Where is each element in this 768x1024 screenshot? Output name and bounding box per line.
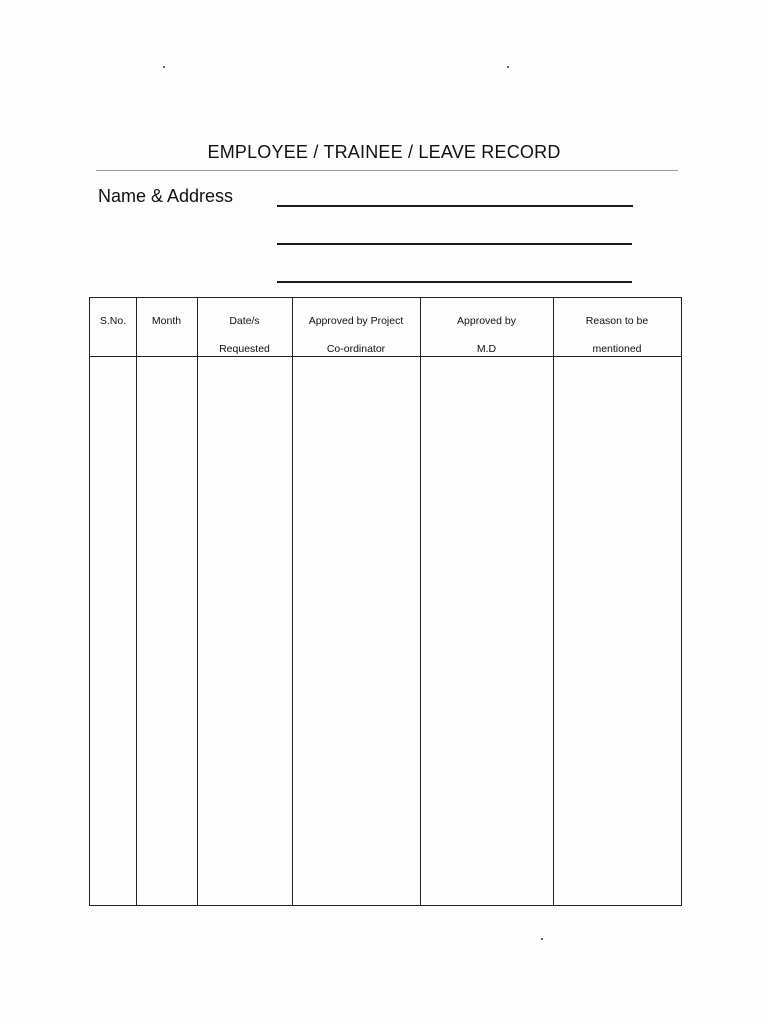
column-divider	[292, 298, 293, 905]
column-divider	[197, 298, 198, 905]
column-divider	[553, 298, 554, 905]
name-address-line-1[interactable]	[277, 205, 633, 207]
name-address-line-2[interactable]	[277, 243, 632, 245]
header-line: Co-ordinator	[326, 343, 386, 355]
header-line: S.No.	[99, 315, 127, 327]
column-divider	[420, 298, 421, 905]
column-header-approved-by-coordinator	[292, 300, 420, 370]
column-header-approved-by-md	[420, 300, 553, 370]
title-underline	[96, 170, 678, 171]
column-header-reason	[553, 300, 681, 370]
header-line: M.D	[476, 343, 497, 355]
header-line: Approved by Project	[308, 315, 404, 327]
column-header-month	[136, 300, 197, 328]
name-address-label: Name & Address	[98, 186, 234, 206]
scan-speck	[541, 938, 543, 940]
header-line: Month	[151, 315, 182, 327]
header-line: Reason to be	[585, 315, 649, 327]
header-line: Requested	[219, 343, 270, 355]
name-address-line-3[interactable]	[277, 281, 632, 283]
header-line: Approved by	[457, 315, 516, 327]
header-line: mentioned	[592, 343, 642, 355]
column-header-dates-requested	[197, 300, 292, 370]
document-title: EMPLOYEE / TRAINEE / LEAVE RECORD	[207, 142, 561, 162]
header-line: Date/s	[229, 315, 260, 327]
scan-speck	[163, 66, 165, 68]
scan-speck	[507, 66, 509, 68]
column-divider	[136, 298, 137, 905]
column-header-sno	[90, 300, 136, 328]
leave-record-table	[89, 297, 682, 906]
